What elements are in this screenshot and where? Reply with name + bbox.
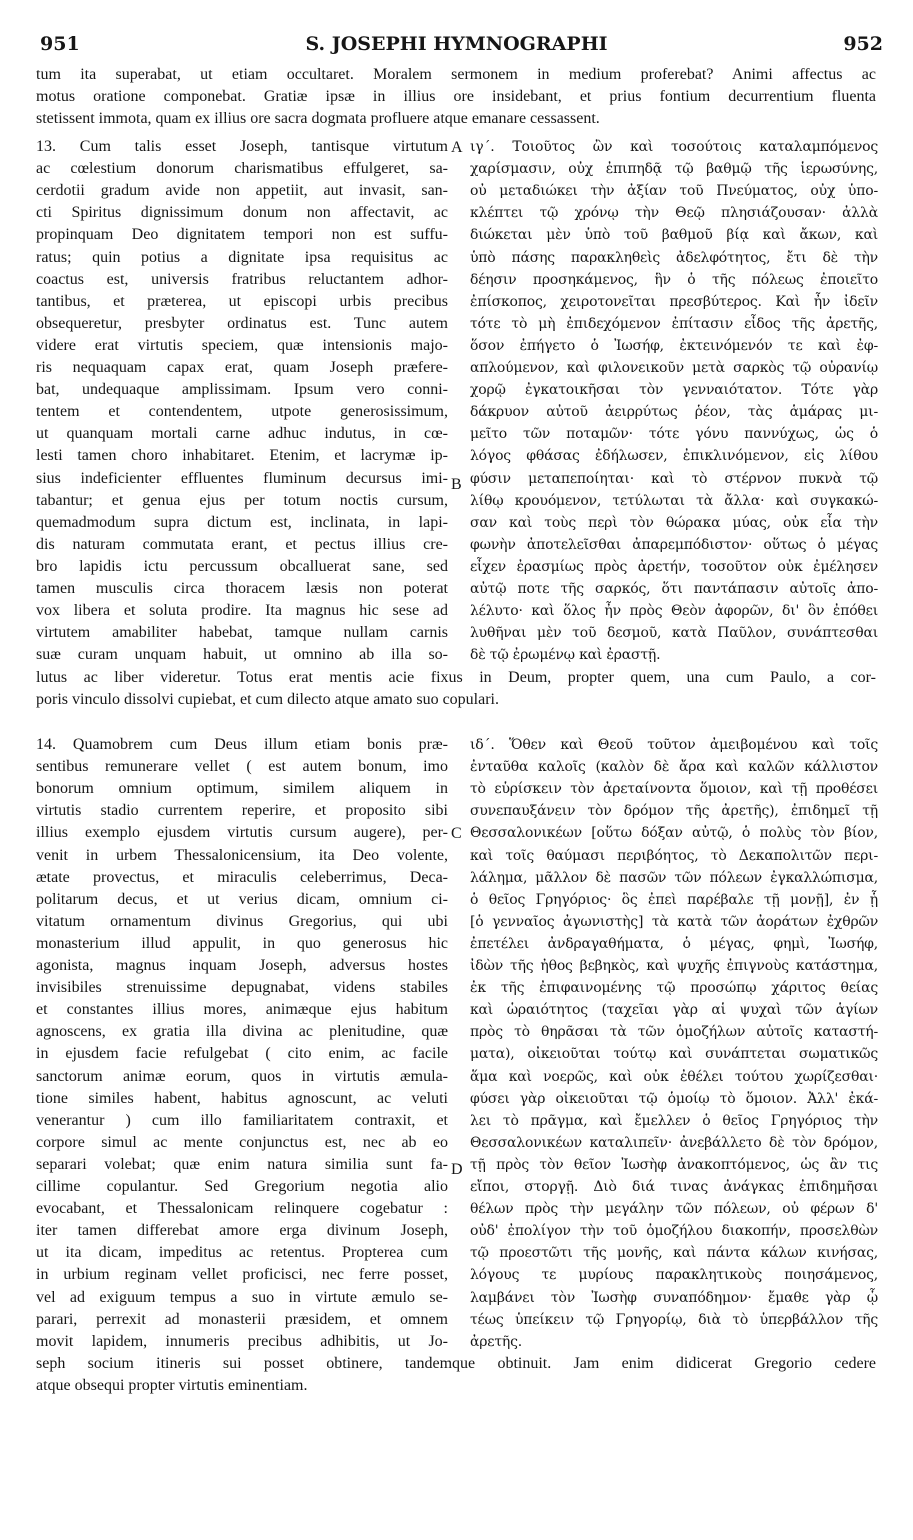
sec13-greek-line: απλούμενον, καὶ φιλονεικοῦν μετὰ σαρκὸς τῷ οὐρανίῳ bbox=[470, 360, 878, 376]
sec14-greek-line: πρὸς τὸ θηρᾶσαι τὰ τῶν ὁμοζήλων αὐτοῖς καταστή- bbox=[470, 1024, 878, 1041]
sec14-greek-line: [ὁ γενναῖος ἀγωνιστὴς] τὰ κατὰ τῶν ἀοράτων ἐχθρῶν bbox=[470, 913, 878, 930]
sec14-greek-line: συνεπαυξάνειν τὸν δρόμον τῆς ἀρετῆς), ἐπιδημεῖ τῇ bbox=[470, 803, 878, 820]
running-title: S. JOSEPHI HYMNOGRAPHI bbox=[305, 33, 608, 55]
sec14-greek-line: λάλημα, μᾶλλον δὲ πασῶν τῶν πόλεων ἐγκαλλώπισμα, bbox=[470, 869, 878, 886]
sec14-greek-line: λαμβάνει τὸν Ἰωσὴφ συναπόδημον· ἔμαθε γὰρ ᾧ bbox=[470, 1289, 878, 1306]
sec13-latin-line: tamen musculis circa thoracem læsis non poterat bbox=[36, 580, 448, 597]
sec14-greek-line: ἐκ τῆς ἐπιφαινομένης τῷ προσώπῳ χάριτος θείας bbox=[470, 980, 878, 997]
sec13-latin-line: vox libera et soluta prodire. Ita magnus hic sese ad bbox=[36, 602, 448, 620]
sec14-latin-line: cillime copulantur. Sed Gregorium negotia alio bbox=[36, 1178, 448, 1195]
sec13-latin-line: quemadmodum supra dictum est, inclinata, in lapi- bbox=[36, 513, 448, 531]
sec13-greek-line: σαν καὶ τοὺς περὶ τὸν θώρακα μύας, οὐκ εἶα τὴν bbox=[470, 514, 878, 531]
sec14-latin-line: sanctorum animæ eorum, quos in virtutis æmula- bbox=[36, 1067, 448, 1085]
sec13-latin-line: tentem et contendentem, utpote generosissimum, bbox=[36, 403, 448, 421]
sec14-latin-line: tione similes habent, habitus agnoscunt, ac veluti bbox=[36, 1089, 448, 1107]
sec14-latin-line: evocabant, et Thessalonicam relinquere cogebatur : bbox=[36, 1200, 448, 1218]
page-number-right: 952 bbox=[843, 33, 883, 55]
sec13-greek-line: οὐ μεταδιώκει τὴν ἀξίαν τοῦ Πνεύματος, οὐχ ὑπο- bbox=[470, 183, 878, 200]
sec13-latin-line: sius indeficienter effluentes fluminum decursus imi- bbox=[36, 469, 448, 487]
sec13-greek-line: διώκεται μὲν ὑπὸ τοῦ βαθμοῦ βίᾳ καὶ ἄκων, καὶ bbox=[470, 227, 878, 244]
sec14-greek-line: τὸ εὑρίσκειν τὸν ἀρεταίνοντα ὅμοιον, καὶ τῇ προθέσει bbox=[470, 781, 878, 798]
sec13-latin-line: bro lapidis ictu percussum obcalluerat sane, sed bbox=[36, 557, 448, 575]
sec14-latin-line: 14. Quamobrem cum Deus illum etiam bonis præ- bbox=[36, 736, 448, 753]
sec13-greek-line: ιγ΄. Τοιοῦτος ὢν καὶ τοσούτοις καταλαμπόμενος bbox=[470, 139, 878, 155]
sec13-latin-line: ac cœlestium donorum charismatibus effulgeret, sa- bbox=[36, 160, 448, 178]
sec13-greek-line: τότε τὸ μὴ ἐπιδεχόμενον ἐπίτασιν εἶδος τῆς ἀρετῆς, bbox=[470, 315, 878, 332]
sec14-latin-line: invisibiles strenuissime depugnabat, videns stabiles bbox=[36, 979, 448, 997]
sec13-greek-line: δέησιν προσηκάμενος, ἣν ὁ τῆς πόλεως ἐποιεῖτο bbox=[470, 271, 878, 288]
bottom-lines-line: seph socium itineris sui posset obtinere, tandemque obtinuit. Jam enim didicerat Gregorio cedere bbox=[36, 1355, 876, 1372]
sec13-greek-line: εἶχεν ἐρασμίως πρὸς ἀρετήν, τοσοῦτον οὐκ ἐμέλησεν bbox=[470, 558, 878, 575]
sec14-greek-line: εἴποι, στοργῇ. Διὸ διά τινας ἀνάγκας ἐπιδημῆσαι bbox=[470, 1179, 878, 1195]
sec13-latin-line: ut quanquam mortali carne adhuc indutus, in cœ- bbox=[36, 425, 448, 443]
sec13-greek-line: μεῖτο τῶν ποταμῶν· τότε γόνυ παννύχως, ὡς ὁ bbox=[470, 426, 878, 443]
margin-marker-a: A bbox=[451, 139, 463, 156]
sec14-greek-line: Θεσσαλονικέων καταλιπεῖν· ἀνεβάλλετο δὲ τὸν δρόμον, bbox=[470, 1134, 878, 1151]
sec14-greek-line: λει τὸ πρᾶγμα, καὶ ἔμελλεν ὁ θεῖος Γρηγόριος τὴν bbox=[470, 1112, 878, 1129]
sec14-greek-line: ὁ θεῖος Γρηγόριος· ὃς ἐπεὶ παρέβαλε τῇ μονῇ], ἐν ᾗ bbox=[470, 891, 878, 908]
sec13-greek-line: χαρίσμασιν, οὐχ ἐπιπηδᾷ τῷ βαθμῷ τῆς ἱερωσύνης, bbox=[470, 161, 878, 178]
sec14-greek-line: τῇ πρὸς τὸν θεῖον Ἰωσὴφ ἀνακοπτόμενος, ὡς ἂν τις bbox=[470, 1156, 878, 1173]
sec14-latin-line: ut ita dicam, impeditus ac retentus. Propterea cum bbox=[36, 1244, 448, 1262]
sec14-greek-line: τῷ προεστῶτι τῆς μονῆς, καὶ πάντα κάλων κινήσας, bbox=[470, 1245, 878, 1262]
sec13-latin-line: suæ curam unquam habuit, ut omnino ab illa so- bbox=[36, 646, 448, 664]
sec13-latin-line: videre erat virtutis speciem, quæ intensionis majo- bbox=[36, 336, 448, 354]
sec13-latin-line: tabantur; et genua ejus per totum noctis cursum, bbox=[36, 491, 448, 509]
sec13-latin-line: bat, undequaque amplissimam. Ipsum vero conni- bbox=[36, 381, 448, 399]
sec14-greek-line: ἰδὼν τῆς ἠθος βεβηκὸς, καὶ ψυχῆς ἐπιγνοὺς κατάστημα, bbox=[470, 958, 878, 974]
sec13-latin-line: tantibus, et præterea, ut episcopi urbis precibus bbox=[36, 292, 448, 310]
sec13-latin-line: dis naturam commutata erant, et pectus illius cre- bbox=[36, 535, 448, 553]
top-lines-line: stetissent immota, quam ex illius ore sacra dogmata profluere atque emanare cessassent. bbox=[36, 110, 600, 128]
sec14-latin-line: in urbium reginam vellet proficisci, nec ferre posset, bbox=[36, 1266, 448, 1284]
sec13-latin-line: cerdotii gradum avide non appetiit, aut invasit, san- bbox=[36, 182, 448, 200]
sec13-greek-line: λυθῆναι μὲν τοῦ δεσμοῦ, κατὰ Παῦλον, συνάπτεσθαι bbox=[470, 625, 878, 642]
sec14-greek-line: ἐπετέλει ἀνδραγαθήματα, ὁ μέγας, φημὶ, Ἰωσήφ, bbox=[470, 935, 878, 952]
sec14-latin-line: parari, perrexit ad monasterii præsidem, et omnem bbox=[36, 1310, 448, 1328]
sec13-latin-line: propinquam Deo dignitatem tempori non est suffu- bbox=[36, 226, 448, 244]
sec14-latin-line: agnoscens, ex gratia illa divina ac plenitudine, quæ bbox=[36, 1023, 448, 1041]
sec13-greek-line: αὐτῷ ποτε τῆς σαρκός, ὅτι παντάπασιν αὐτοῖς ἀπο- bbox=[470, 581, 878, 597]
sec13-greek-line: ἐπίσκοπος, χειροτονεῖται πρεσβύτερος. Καὶ ἦν ἰδεῖν bbox=[470, 293, 878, 310]
sec14-greek-line: ἅμα καὶ νοερῶς, καὶ οὐκ ἐθέλει τούτου χωρίζεσθαι· bbox=[470, 1068, 878, 1085]
sec14-greek-line: ἐνταῦθα καλοῖς (καλὸν δὲ ἄρα καὶ καλῶν κάλλιστον bbox=[470, 759, 878, 776]
sec14-greek-line: οὐδ' ἐπολίγον τὴν τοῦ ὁμοζήλου διακοπήν, προσελθὼν bbox=[470, 1223, 878, 1240]
sec13-latin-line: cti Spiritus dignissimum donum non affectavit, ac bbox=[36, 204, 448, 222]
sec13-latin-line: lesti tamen choro inhabitaret. Etenim, et lacrymæ ip- bbox=[36, 447, 448, 465]
margin-marker-b: B bbox=[451, 476, 462, 493]
sec14-greek-line: ματα), οἰκειοῦται τούτῳ καὶ συνάπτεται σωματικῶς bbox=[470, 1046, 878, 1063]
sec14-latin-line: bonorum omnium optimum, similem aliquem in bbox=[36, 780, 448, 798]
sec13-latin-line: ratus; quin potius a dignitate ipsa requisitus ac bbox=[36, 248, 448, 266]
sec14-greek-line: ἀρετῆς. bbox=[470, 1333, 522, 1350]
mid-lines-line: poris vinculo dissolvi cupiebat, et cum dilecto atque amato suo copulari. bbox=[36, 691, 499, 709]
sec14-greek-line: ιδ΄. Ὅθεν καὶ Θεοῦ τοῦτον ἀμειβομένου καὶ τοῖς bbox=[470, 737, 878, 753]
sec13-greek-line: λίθῳ κρουόμενον, τετύλωται τὰ ἄλλα· καὶ συγκακώ- bbox=[470, 492, 878, 509]
sec14-greek-line: τέως ὑπείκειν τῷ Γρηγορίῳ, διὰ τὸ ὑπερβάλλον τῆς bbox=[470, 1311, 878, 1328]
sec13-greek-line: φωνὴν ἀποτελεῖσθαι ἀπαρεμπόδιστον· οὕτως ὁ μέγας bbox=[470, 536, 878, 553]
sec14-latin-line: virtutis stadio currentem reperire, et proposito sibi bbox=[36, 802, 448, 820]
sec14-latin-line: movit lapidem, innumeris precibus adhibitis, ut Jo- bbox=[36, 1332, 448, 1350]
sec14-greek-line: λόγους τε μυρίους παρακλητικοὺς ποιησάμενος, bbox=[470, 1267, 878, 1284]
sec14-latin-line: iter tamen differebat amore erga divinum Joseph, bbox=[36, 1222, 448, 1240]
sec13-greek-line: λέλυτο· καὶ ὅλος ἦν πρὸς Θεὸν ἀφορῶν, δι' ὃν ἐπόθει bbox=[470, 603, 878, 620]
sec13-greek-line: ὑπὸ πάσης παρακληθεὶς ἀδελφότητος, ἔτι δὲ τὴν bbox=[470, 249, 878, 266]
sec13-greek-line: λόγος φθάσας ἐδήλωσεν, ἐπικλινόμενον, εἰς λίθου bbox=[470, 448, 878, 465]
sec14-latin-line: venit in urbem Thessalonicensium, ita Deo volente, bbox=[36, 846, 448, 864]
sec14-greek-line: φύσει γὰρ οἰκειοῦται τῷ ὁμοίῳ τὸ ὅμοιον. Ἀλλ' ἐκά- bbox=[470, 1090, 878, 1107]
sec14-latin-line: et constantes illius mores, animæque ejus habitum bbox=[36, 1001, 448, 1019]
sec13-greek-line: κλέπτει τῷ χρόνῳ τὴν Θεῷ πλησιάζουσαν· ἀλλὰ bbox=[470, 205, 878, 222]
sec13-greek-line: δὲ τῷ ἐρωμένῳ καὶ ἐραστῇ. bbox=[470, 647, 661, 664]
sec13-greek-line: χορῷ ἐγκατοικῆσαι τὸν γενναιότατον. Τότε γὰρ bbox=[470, 382, 878, 399]
sec13-greek-line: ὅσον ἐπήγετο ὁ Ἰωσήφ, ἐκτεινόμενόν τε καὶ ἐφ- bbox=[470, 337, 878, 354]
sec13-latin-line: obsequeretur, presbyter ordinatus est. Tunc autem bbox=[36, 314, 448, 332]
sec14-greek-line: θέλων πρὸς τὴν μεγάλην τῶν πόλεων, οὐ φέρων δ' bbox=[470, 1201, 878, 1218]
sec14-greek-line: Θεσσαλονικέων [οὕτω δόξαν αὐτῷ, ὁ πολὺς τὸν βίον, bbox=[470, 825, 878, 842]
bottom-lines-line: atque obsequi propter virtutis eminentiam. bbox=[36, 1377, 308, 1395]
sec14-latin-line: agonista, magnus inquam Joseph, adversus hostes bbox=[36, 957, 448, 974]
sec13-latin-line: virtutem amabiliter habebat, tamque nullam carnis bbox=[36, 624, 448, 642]
sec14-latin-line: venerantur ) cum illo familiaritatem contraxit, et bbox=[36, 1111, 448, 1129]
sec14-greek-line: καὶ ὡραιότητος (ταχεῖαι γὰρ αἱ ψυχαὶ τῶν ἁγίων bbox=[470, 1002, 878, 1019]
sec14-latin-line: separari volebat; quæ enim natura similia sunt fa- bbox=[36, 1155, 448, 1173]
sec14-latin-line: monasterium illud appulit, in quo generosus hic bbox=[36, 934, 448, 952]
mid-lines-line: lutus ac liber videretur. Totus erat mentis acie fixus in Deum, propter quem, una cum Paulo, a cor- bbox=[36, 669, 876, 686]
sec14-latin-line: politarum decus, et ut verius dicam, omnium ci- bbox=[36, 890, 448, 908]
sec14-greek-line: καὶ τοῖς θαύμασι περιβόητος, τὸ Δεκαπολιτῶν περι- bbox=[470, 847, 878, 864]
sec14-latin-line: vel ad exiguum tempus a suo in virtute æmulo se- bbox=[36, 1288, 448, 1306]
sec13-latin-line: ris nequaquam capax erat, quam Joseph præfere- bbox=[36, 359, 448, 376]
sec13-greek-line: δάκρυον αὐτοῦ ἀειρρύτως ῥέον, τὰς ἁμάρας μι- bbox=[470, 404, 878, 421]
sec14-latin-line: vitatum ornamentum divinus Gregorius, qui ubi bbox=[36, 912, 448, 930]
sec14-latin-line: sentibus remunerare vellet ( est autem bonum, imo bbox=[36, 758, 448, 776]
margin-marker-d: D bbox=[451, 1161, 463, 1178]
top-lines-line: motus oratione componebat. Gratiæ ipsæ in illius ore insidebant, et prius fontium decurrentium fluenta bbox=[36, 88, 876, 106]
margin-marker-c: C bbox=[451, 825, 462, 842]
top-lines-line: tum ita superabat, ut etiam occultaret. Moralem sermonem in medium proferebat? Animi affectus ac bbox=[36, 66, 876, 83]
sec14-latin-line: illius exemplo ejusdem virtutis cursum augere), per- bbox=[36, 824, 448, 842]
sec14-latin-line: corpore simul ac mente conjunctus est, nec ab eo bbox=[36, 1133, 448, 1151]
sec13-greek-line: φύσιν μεταπεποίηται· καὶ τὸ στέρνον πυκνὰ τῷ bbox=[470, 470, 878, 487]
sec13-latin-line: coactus est, universis fratribus reluctantem adhor- bbox=[36, 270, 448, 288]
sec14-latin-line: in ejusdem facie refulgebat ( cito enim, ac facile bbox=[36, 1045, 448, 1063]
sec14-latin-line: ætate provectus, et miraculis celeberrimus, Deca- bbox=[36, 868, 448, 886]
sec13-latin-line: 13. Cum talis esset Joseph, tantisque virtutum bbox=[36, 138, 448, 155]
page-number-left: 951 bbox=[40, 33, 80, 55]
